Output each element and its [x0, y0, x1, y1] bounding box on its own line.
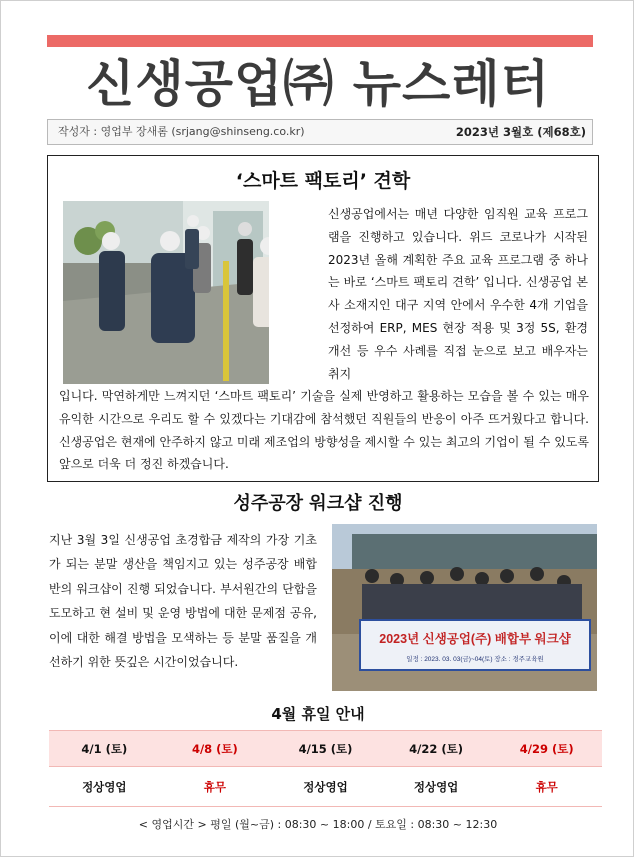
article1-title: ‘스마트 팩토리’ 견학: [235, 170, 411, 192]
meta-bar: [47, 119, 593, 145]
holiday-table: [49, 730, 602, 807]
holiday-date: 4/15 (토): [270, 731, 381, 767]
holiday-date: 4/1 (토): [49, 731, 160, 767]
holiday-status-row: [49, 767, 602, 807]
workshop-group-photo: [332, 524, 597, 691]
issue-number: 2023년 3월호 (제68호): [455, 125, 586, 139]
holiday-status: 정상영업: [49, 767, 160, 807]
holiday-status: 정상영업: [270, 767, 381, 807]
author-info: 작성자 : 영업부 장새롬 (srjang@shinseng.co.kr): [58, 125, 305, 138]
holiday-date-row: [49, 731, 602, 767]
holiday-date: 4/8 (토): [160, 731, 271, 767]
holiday-title: 4월 휴일 안내: [271, 705, 365, 723]
article1-text-full: 입니다. 막연하게만 느껴지던 ‘스마트 팩토리’ 기술을 실제 반영하고 활용하는 모습을 볼 수 있는 매우 유익한 시간으로 우리도 할 수 있겠다는 기대감에 참석했던 직원들의 반응이 아주 뜨거웠다고 합니다. 신생공업은 현재에 안주하지 않고 미래 제조업의 방향성을 제시할 수 있는 최고의 기업이 될 수 있도록 앞으로 더욱 더 정진 하겠습니다.: [59, 389, 589, 472]
banner-title: 2023년 신생공업(주) 배합부 워크샵: [379, 632, 571, 646]
article-smart-factory: [47, 155, 599, 482]
banner-subtitle: 일정 : 2023. 03. 03(금)~04(토) 장소 : 경주교육원: [406, 656, 544, 663]
holiday-date: 4/29 (토): [491, 731, 602, 767]
article1-text-side: 신생공업에서는 매년 다양한 임직원 교육 프로그램을 진행하고 있습니다. 위드 코로나가 시작된 2023년 올해 계획한 주요 교육 프로그램 중 하나는 바로 ‘스마트 팩토리 견학’ 입니다. 신생공업 본사 소재지인 대구 지역 안에서 우수한 4개 기업을 선정하여 ERP, MES 현장 적용 및 3정 5S, 환경 개선 등 우수 사례를 직접 눈으로 보고 배우자는 취지: [328, 207, 588, 381]
article2-title: 성주공장 워크샵 진행: [233, 493, 403, 514]
factory-tour-photo: [63, 201, 269, 384]
article2-text: 지난 3월 3일 신생공업 초경합금 제작의 가장 기초가 되는 분말 생산을 책임지고 있는 성주공장 배합반의 워크샵이 진행 되었습니다. 부서원간의 단합을 도모하고 현 설비 및 운영 방법에 대한 문제점 공유, 이에 대한 해결 방법을 모색하는 등 분말 품질을 개선하기 위한 뜻깊은 시간이었습니다.: [49, 533, 317, 670]
holiday-status: 휴무: [160, 767, 271, 807]
holiday-status: 정상영업: [381, 767, 492, 807]
header-accent-bar: [47, 35, 593, 47]
newsletter-title: 신생공업㈜ 뉴스레터: [86, 55, 550, 113]
business-hours: < 영업시간 > 평일 (월~금) : 08:30 ~ 18:00 / 토요일 : 08:30 ~ 12:30: [138, 818, 498, 831]
holiday-date: 4/22 (토): [381, 731, 492, 767]
holiday-status: 휴무: [491, 767, 602, 807]
